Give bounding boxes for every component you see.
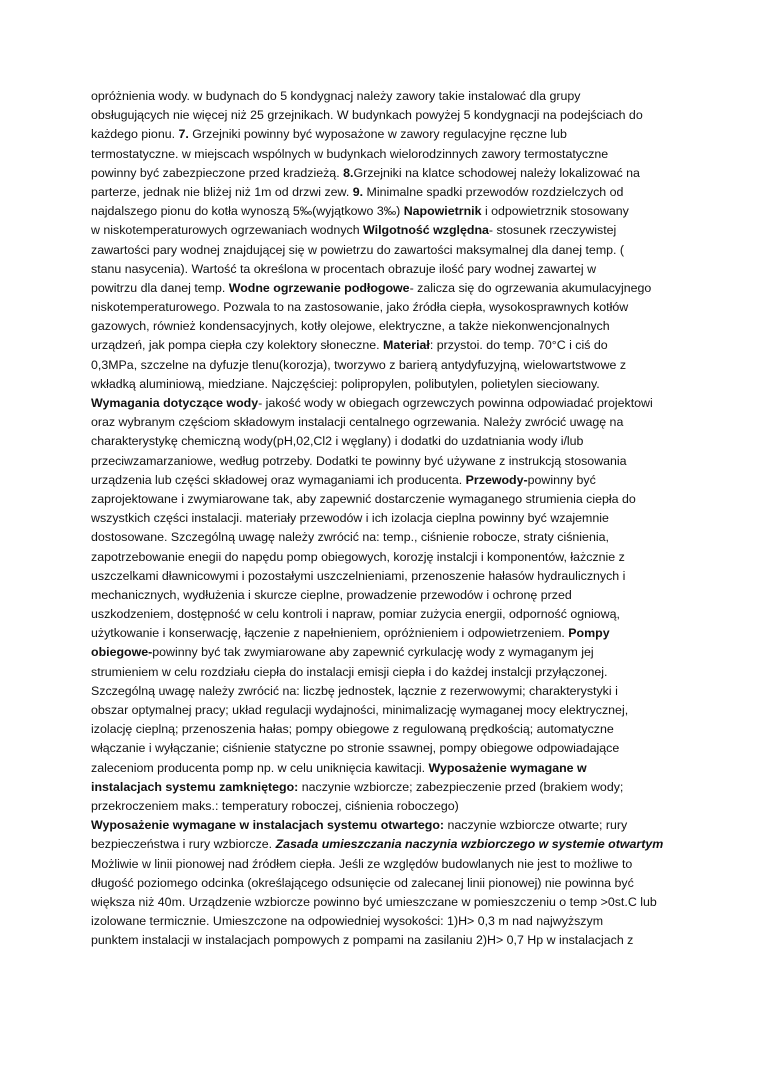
text-line [91,855,691,874]
text-run: gazowych, również kondensacyjnych, kotły olejowe, elektryczne, a także niekonwencjonalnych [91,319,610,334]
text-run: - zalicza się do ogrzewania akumulacyjnego [409,280,652,295]
text-run: 0,3MPa, szczelne na dyfuzje tlenu(korozja), tworzywo z barierą antydyfuzyjną, wielowartstwowe z [91,357,627,372]
text-line [91,816,691,835]
text-run: : przystoi. do temp. 70°C i ciś do [429,338,608,353]
text-run: obsługujących nie więcej niż 25 grzejnikach. W budynkach powyżej 5 kondygnacji na podejściach do [91,108,643,123]
text-run: powinny być zabezpieczone przed kradzieżą. [91,165,344,180]
text-line [91,778,691,797]
text-run: przeciwzamarzaniowe, według potrzeby. Dodatki te powinny być używane z instrukcją stosowania [91,453,627,468]
text-line [91,739,691,758]
text-line [91,701,691,720]
text-line [91,490,691,509]
text-run: najdalszego pionu do kotła wynoszą 5‰(wyjątkowo 3‰) [91,204,404,219]
text-line [91,125,691,144]
text-line [91,509,691,528]
text-run: parterze, jednak nie bliżej niż 1m od drzwi zew. [91,184,353,199]
text-run: opróżnienia wody. w budynach do 5 kondygnacj należy zawory takie instalować dla grupy [91,89,581,103]
text-run: przekroczeniem maks.: temperatury roboczej, ciśnienia roboczego) [91,798,459,813]
bold-text-run: 9. [352,184,364,199]
text-line [91,893,691,912]
text-run: zapotrzebowanie enegii do napędu pomp obiegowych, korozję instalcji i komponentów, łażcznie z [91,549,625,564]
text-run: długość poziomego odcinka (określającego odsunięcie od zalecanej linii pionowej) nie powinna być [91,875,634,890]
text-line [91,298,691,317]
text-line [91,720,691,739]
text-run: wszystkich części instalacji. materiały przewodów i ich izolacja cieplna powinny być wzajemnie [91,511,609,526]
text-run: większa niż 40m. Urządzenie wzbiorcze powinno być umieszczane w pomieszczeniu o temp >0st.C lub [91,894,657,909]
text-run: uszczelkami dławnicowymi i pozostałymi uszczelnieniami, przenoszenie hałasów hydraulicznych i [91,568,626,583]
bold-text-run: 8. [343,165,354,180]
text-line [91,759,691,778]
text-line [91,375,691,394]
text-run: charakterystykę chemiczną wody(pH,02,Cl2 i węglany) i dodatki do uzdatniania wody i/lub [91,434,584,449]
text-line [91,682,691,701]
text-line [91,797,691,816]
bold-text-run: Wilgotność względna [363,223,489,238]
bold-text-run: Przewody- [465,472,528,487]
text-line [91,336,691,355]
text-run: Szczególną uwagę należy zwrócić na: liczbę jednostek, lącznie z rezerwowymi; charakterystyki i [91,683,618,698]
text-run: termostatyczne. w miejscach wspólnych w budynkach wielorodzinnych zawory termostatyczne [91,146,609,161]
text-line [91,394,691,413]
text-run: dostosowane. Szczególną uwagę należy zwrócić na: temp., ciśnienie robocze, straty ciśnienia, [91,530,609,545]
text-run: Minimalne spadki przewodów rozdzielczych od [363,184,624,199]
document-text [91,87,691,950]
text-line [91,356,691,375]
bold-text-run: instalacjach systemu zamkniętego: [91,779,299,794]
text-line [91,471,691,490]
text-run: urządzenia lub części składowej oraz wymaganiami ich producenta. [91,472,466,487]
text-line [91,835,691,854]
text-run: urządzeń, jak pompa ciepła czy kolektory słoneczne. [91,338,384,353]
text-run: izolowane termicznie. Umieszczone na odpowiedniej wysokości: 1)H> 0,3 m nad najwyższym [91,914,604,929]
text-run: Możliwie w linii pionowej nad źródłem ciepła. Jeśli ze względów budowlanych nie jest to możliwe to [91,856,633,871]
text-run: oraz wybranym częściom składowym instalacji centalnego ogrzewania. Należy zwrócić uwagę na [91,415,624,430]
text-run: - jakość wody w obiegach ogrzewczych powinna odpowiadać projektowi [258,396,653,410]
text-run: uszkodzeniem, dostępność w celu kontroli i napraw, pomiar zużycia energii, odporność ogniową, [91,607,620,622]
text-line [91,202,691,221]
text-run: mechanicznych, wydłużenia i skurcze cieplne, prowadzenie przewodów i ochronę przed [91,587,572,602]
bold-text-run: Wodne ogrzewanie podłogowe [228,280,410,295]
text-line [91,643,691,662]
text-line [91,931,691,950]
text-run: powitrzu dla danej temp. [91,280,229,295]
text-line [91,260,691,279]
text-line [91,624,691,643]
text-line [91,548,691,567]
text-run: włączanie i wyłączanie; ciśnienie statyczne po stronie ssawnej, pompy obiegowe odpowiadające [91,741,620,756]
text-line [91,183,691,202]
text-line [91,145,691,164]
text-run: strumieniem w celu rozdziału ciepła do instalacji emisji ciepła i do każdej instalcji przyłączonej. [91,664,608,679]
bold-text-run: Wyposażenie wymagane w instalacjach systemu otwartego: [91,818,445,833]
text-run: zaleceniom producenta pomp np. w celu uniknięcia kawitacji. [91,760,429,775]
bold-text-run: Wyposażenie wymagane w [428,760,587,775]
text-line [91,432,691,451]
text-run: i odpowietrznik stosowany [481,204,629,219]
text-run: powinny być [527,472,596,487]
text-run: naczynie wzbiorcze; zabezpieczenie przed (brakiem wody; [298,779,624,794]
bold-text-run: Wymagania dotyczące wody [91,396,259,410]
bold-text-run: 7. [178,127,189,142]
text-line [91,663,691,682]
text-run: w niskotemperaturowych ogrzewaniach wodnych [91,223,364,238]
text-line [91,106,691,125]
text-run: Grzejniki powinny być wyposażone w zawory regulacyjne ręczne lub [188,127,567,142]
text-line [91,279,691,298]
text-line [91,912,691,931]
text-line [91,567,691,586]
text-line [91,87,691,106]
text-run: zaprojektowane i zwymiarowane tak, aby zapewnić dostarczenie wymaganego strumienia ciepła do [91,491,636,506]
text-line [91,317,691,336]
bold-text-run: Pompy [568,626,610,641]
bold-text-run: Materiał [383,338,430,353]
text-line [91,241,691,260]
bold-text-run: obiegowe- [91,645,153,660]
text-run: punktem instalacji w instalacjach pompowych z pompami na zasilaniu 2)H> 0,7 Hp w instalacjach z [91,933,634,948]
text-line [91,528,691,547]
text-line [91,874,691,893]
text-run: stanu nasycenia). Wartość ta określona w procentach obrazuje ilość pary wodnej zawartej w [91,261,597,276]
text-run: - stosunek rzeczywistej [488,223,617,238]
text-run: każdego pionu. [91,127,179,142]
text-run: obszar optymalnej pracy; układ regulacji wydajności, minimalizację wymaganej mocy elektrycznej, [91,703,629,717]
text-line [91,413,691,432]
text-run: powinny być tak zwymiarowane aby zapewnić cyrkulację wody z wymaganym jej [152,645,594,660]
text-line [91,452,691,471]
text-run: użytkowanie i konserwację, łączenie z napełnieniem, opróżnieniem i odpowietrzeniem. [91,626,569,641]
text-line [91,221,691,240]
bold-text-run: Zasada umieszczania naczynia wzbiorczego w systemie otwartym [275,837,664,852]
text-line [91,605,691,624]
text-run: naczynie wzbiorcze otwarte; rury [444,818,628,833]
text-run: Grzejniki na klatce schodowej należy lokalizować na [353,165,640,180]
bold-text-run: Napowietrnik [403,204,482,219]
text-run: bezpieczeństwa i rury wzbiorcze. [91,837,276,852]
text-line [91,586,691,605]
text-run: niskotemperaturowego. Pozwala to na zastosowanie, jako źródła ciepła, wysokosprawnych kotłów [91,300,629,315]
text-run: zawartości pary wodnej znajdującej się w powietrzu do zawartości maksymalnej dla danej temp. ( [91,242,625,257]
text-run: wkładką aluminiową, miedziane. Najczęściej: polipropylen, polibutylen, polietylen sieciowany. [91,376,600,391]
text-line [91,164,691,183]
text-run: izolację cieplną; przenoszenia hałas; pompy obiegowe z regulowaną prędkością; automatyczne [91,722,614,737]
